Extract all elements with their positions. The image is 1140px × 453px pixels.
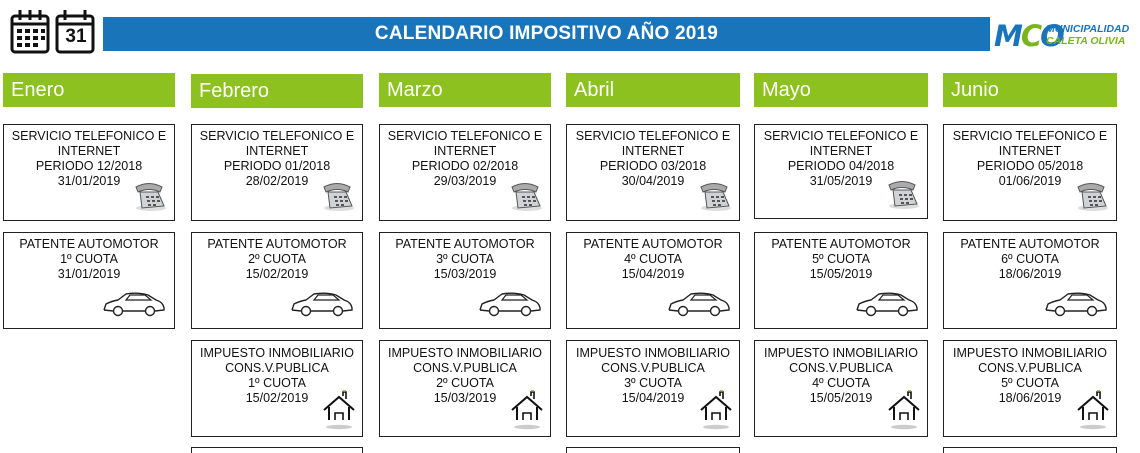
month-header-enero: Enero: [3, 73, 175, 107]
card-line: CONS.V.PUBLICA: [978, 361, 1082, 375]
patente-automotor-card: [379, 232, 551, 329]
card-line: 31/05/2019: [809, 174, 873, 188]
calendar-day-number: 31: [65, 26, 87, 47]
card-line: 5º CUOTA: [812, 252, 870, 266]
card-line: 15/03/2019: [433, 267, 497, 281]
card-line: 2º CUOTA: [248, 252, 306, 266]
card-line: 29/03/2019: [433, 174, 497, 188]
card-line: 5º CUOTA: [1001, 376, 1059, 390]
card-line: IMPUESTO INMOBILIARIO: [764, 346, 918, 360]
card-line: CONS.V.PUBLICA: [601, 361, 705, 375]
card-line: 1º CUOTA: [248, 376, 306, 390]
card-line: INTERNET: [809, 144, 873, 158]
telephone-internet-card: [943, 124, 1117, 221]
card-line: PERIODO 05/2018: [976, 159, 1084, 173]
telephone-icon: [1072, 178, 1110, 212]
car-icon: [102, 290, 166, 318]
patente-automotor-card: [566, 232, 740, 329]
month-header-abril: Abril: [566, 73, 740, 107]
card-line: PERIODO 01/2018: [223, 159, 331, 173]
patente-automotor-card: [754, 232, 928, 329]
telephone-icon: [318, 178, 356, 212]
card-line: 01/06/2019: [998, 174, 1062, 188]
car-icon: [1044, 290, 1108, 318]
patente-automotor-card: [3, 232, 175, 329]
card-line: 15/03/2019: [433, 391, 497, 405]
card-line: PATENTE AUTOMOTOR: [960, 237, 1100, 251]
house-icon: [322, 390, 356, 430]
card-line: PATENTE AUTOMOTOR: [207, 237, 347, 251]
page-title: CALENDARIO IMPOSITIVO AÑO 2019: [103, 17, 990, 51]
card-line: PATENTE AUTOMOTOR: [771, 237, 911, 251]
impuesto-inmobiliario-card: [943, 340, 1117, 437]
card-line: 31/01/2019: [57, 267, 121, 281]
house-icon: [1076, 390, 1110, 430]
card-line: 15/05/2019: [809, 267, 873, 281]
card-line: IMPUESTO INMOBILIARIO: [953, 346, 1107, 360]
car-icon: [478, 290, 542, 318]
card-line: 6º CUOTA: [1001, 252, 1059, 266]
municipality-logo: [994, 16, 1130, 56]
next-card-edge: [191, 447, 363, 453]
card-line: 2º CUOTA: [436, 376, 494, 390]
card-line: INTERNET: [433, 144, 497, 158]
card-line: 3º CUOTA: [624, 376, 682, 390]
card-line: 15/02/2019: [245, 391, 309, 405]
card-line: IMPUESTO INMOBILIARIO: [576, 346, 730, 360]
impuesto-inmobiliario-card: [379, 340, 551, 437]
card-line: 30/04/2019: [621, 174, 685, 188]
calendar-icons: [8, 6, 98, 56]
car-icon: [855, 290, 919, 318]
car-icon: [667, 290, 731, 318]
card-line: CONS.V.PUBLICA: [789, 361, 893, 375]
logo-line2: CALETA OLIVIA: [1046, 35, 1126, 47]
house-icon: [887, 390, 921, 430]
card-line: SERVICIO TELEFONICO E: [763, 129, 919, 143]
logo-line1: MUNICIPALIDAD: [1046, 23, 1130, 35]
impuesto-inmobiliario-card: [566, 340, 740, 437]
house-icon: [510, 390, 544, 430]
card-line: 15/04/2019: [621, 267, 685, 281]
card-line: 15/05/2019: [809, 391, 873, 405]
card-line: 18/06/2019: [998, 267, 1062, 281]
card-line: PATENTE AUTOMOTOR: [19, 237, 159, 251]
card-line: PERIODO 04/2018: [787, 159, 895, 173]
card-line: 15/02/2019: [245, 267, 309, 281]
card-line: 31/01/2019: [57, 174, 121, 188]
next-card-edge: [943, 447, 1117, 453]
telephone-icon: [695, 178, 733, 212]
card-line: IMPUESTO INMOBILIARIO: [200, 346, 354, 360]
card-line: IMPUESTO INMOBILIARIO: [388, 346, 542, 360]
month-header-marzo: Marzo: [379, 73, 551, 107]
car-icon: [290, 290, 354, 318]
card-line: CONS.V.PUBLICA: [413, 361, 517, 375]
card-line: 3º CUOTA: [436, 252, 494, 266]
month-header-febrero: Febrero: [191, 74, 363, 108]
card-line: SERVICIO TELEFONICO E: [952, 129, 1108, 143]
logo-mark: MCO: [994, 19, 1063, 53]
next-card-edge: [566, 447, 740, 453]
telephone-internet-card: [3, 124, 175, 221]
card-line: INTERNET: [998, 144, 1062, 158]
card-line: PERIODO 12/2018: [35, 159, 143, 173]
telephone-icon: [883, 176, 921, 210]
card-line: PERIODO 03/2018: [599, 159, 707, 173]
telephone-icon: [130, 178, 168, 212]
card-line: 4º CUOTA: [624, 252, 682, 266]
card-line: 1º CUOTA: [60, 252, 118, 266]
card-line: 4º CUOTA: [812, 376, 870, 390]
telephone-icon: [506, 178, 544, 212]
card-line: PERIODO 02/2018: [411, 159, 519, 173]
card-line: SERVICIO TELEFONICO E: [11, 129, 167, 143]
patente-automotor-card: [191, 232, 363, 329]
card-line: SERVICIO TELEFONICO E: [575, 129, 731, 143]
month-header-junio: Junio: [943, 73, 1117, 107]
card-line: PATENTE AUTOMOTOR: [395, 237, 535, 251]
telephone-internet-card: [754, 124, 928, 219]
telephone-internet-card: [566, 124, 740, 221]
impuesto-inmobiliario-card: [191, 340, 363, 437]
card-line: INTERNET: [621, 144, 685, 158]
card-line: INTERNET: [57, 144, 121, 158]
card-line: SERVICIO TELEFONICO E: [199, 129, 355, 143]
telephone-internet-card: [191, 124, 363, 221]
house-icon: [699, 390, 733, 430]
card-line: SERVICIO TELEFONICO E: [387, 129, 543, 143]
impuesto-inmobiliario-card: [754, 340, 928, 437]
card-line: 28/02/2019: [245, 174, 309, 188]
card-line: PATENTE AUTOMOTOR: [583, 237, 723, 251]
month-header-mayo: Mayo: [754, 73, 928, 107]
card-line: INTERNET: [245, 144, 309, 158]
card-line: 15/04/2019: [621, 391, 685, 405]
telephone-internet-card: [379, 124, 551, 221]
patente-automotor-card: [943, 232, 1117, 329]
card-line: CONS.V.PUBLICA: [225, 361, 329, 375]
card-line: 18/06/2019: [998, 391, 1062, 405]
